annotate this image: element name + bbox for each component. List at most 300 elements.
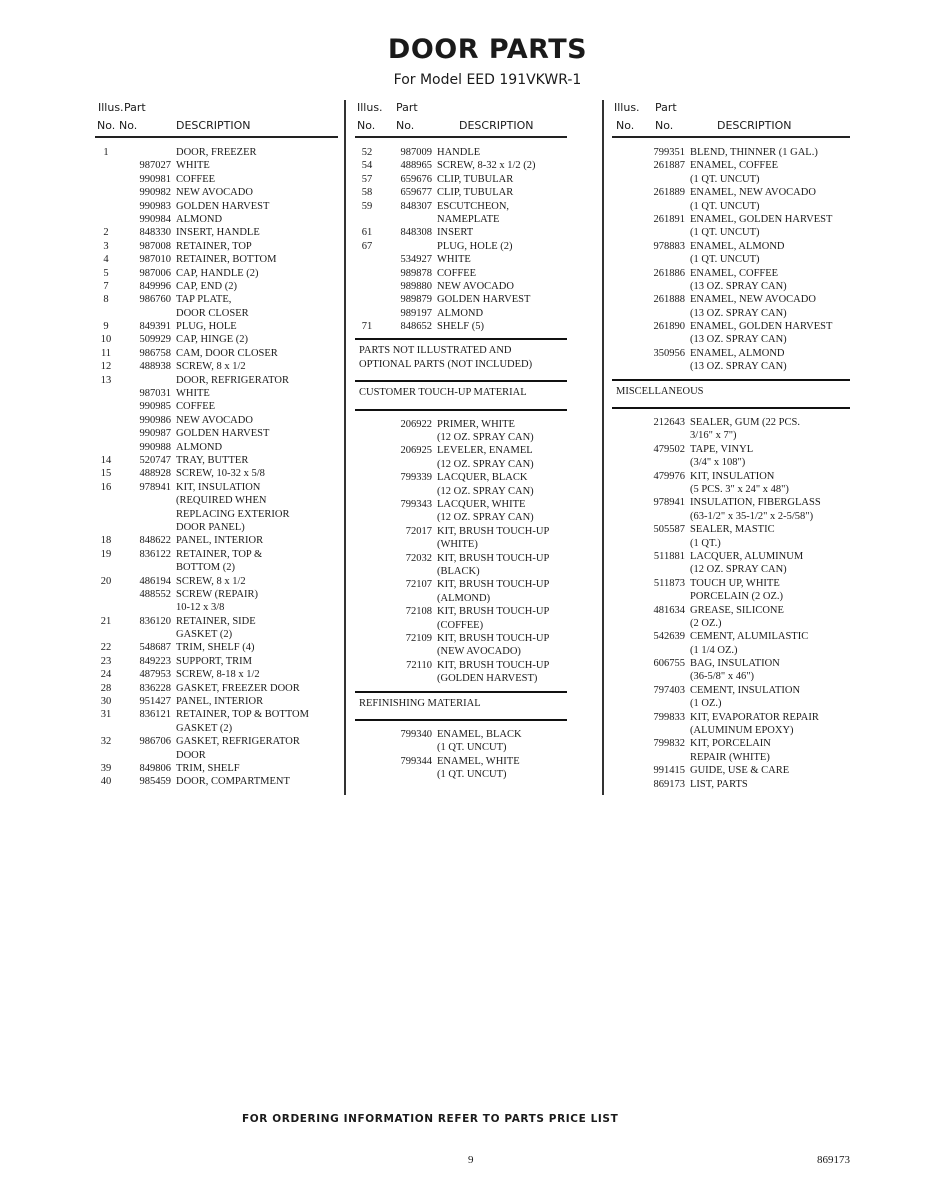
part-number: 797403 [653,684,685,696]
part-number: 206925 [400,445,432,457]
part-description: SUPPORT, TRIM [176,655,253,667]
part-description: BLEND, THINNER (1 GAL.) [690,147,818,158]
part-number [632,173,685,186]
model-subtitle: For Model EED 191VKWR-1 [393,72,582,88]
illus-number [95,588,117,601]
illus-number [95,749,117,762]
illus-number [355,768,379,781]
table-row [612,470,850,483]
part-description: COFFEE [176,173,216,185]
table-row [355,511,567,524]
table-row [612,173,850,186]
illus-number: 59 [361,200,373,212]
illus-number [612,240,632,253]
illus-number: 20 [100,575,112,587]
part-number: 985459 [139,776,171,788]
parts-column-1 [95,100,338,789]
part-number: 849391 [139,321,171,333]
illus-number [612,470,632,483]
table-row [95,548,338,561]
part-number: 836121 [139,709,171,721]
illus-number: 52 [361,147,373,158]
part-description: SCREW, 8-32 x 1/2 (2) [437,160,536,172]
illus-number: 11 [100,347,112,359]
column-divider [602,100,604,795]
illus-number [612,267,632,280]
part-number: 978941 [653,497,685,509]
illus-number [612,159,632,172]
part-description: (1 QT. UNCUT) [690,227,760,239]
part-no-label: No. [396,119,415,132]
illus-number [95,427,117,440]
part-description: GUIDE, USE & CARE [690,765,790,777]
illus-number [612,496,632,509]
part-description: KIT, BRUSH TOUCH-UP [437,525,550,537]
part-description: SCREW (REPAIR) [176,588,258,600]
illus-number [355,280,379,293]
column-header [355,100,567,140]
part-description: (12 OZ. SPRAY CAN) [437,512,534,524]
parts-rows [95,146,338,789]
part-number: 520747 [139,454,171,466]
illus-number [355,755,379,768]
table-row [355,619,567,632]
table-row [612,280,850,293]
table-row [355,565,567,578]
table-row [355,307,567,320]
section-heading [355,340,567,375]
illus-number [355,293,379,306]
header-rule [612,136,850,138]
table-row [355,471,567,484]
part-number [632,670,685,683]
illus-no-label: No. [97,119,116,132]
part-number [117,374,171,387]
part-number [632,483,685,496]
illus-number [355,672,379,685]
part-number: 986760 [139,294,171,306]
part-number: 978941 [139,481,171,493]
illus-number [612,307,632,320]
document-number: 869173 [817,1154,850,1166]
illus-number: 4 [103,254,109,266]
part-description: GASKET, FREEZER DOOR [176,682,300,694]
illus-number: 15 [100,468,112,480]
part-number: 951427 [139,696,171,708]
part-description: (3/4" x 108") [690,457,746,469]
part-number: 72017 [405,525,432,537]
illus-number [612,644,632,657]
part-description: TRAY, BUTTER [176,454,249,466]
part-number: 488928 [139,468,171,480]
part-number: 836122 [139,548,171,560]
table-row [95,427,338,440]
table-row [95,722,338,735]
part-number: 990987 [139,428,171,440]
part-description: (NEW AVOCADO) [437,646,521,658]
section-rule [612,407,850,409]
illus-number [612,751,632,764]
part-number: 799351 [653,147,685,158]
illus-number: 7 [103,280,109,292]
part-number: 212643 [653,417,685,429]
part-description: PORCELAIN (2 OZ.) [690,591,784,603]
part-number: 799339 [400,472,432,484]
part-description: NEW AVOCADO [176,187,253,199]
part-number: 989197 [400,307,432,319]
part-number [632,724,685,737]
page-title: DOOR PARTS [387,34,588,65]
illus-number [612,630,632,643]
illus-number [612,347,632,360]
part-description: (13 OZ. SPRAY CAN) [690,307,787,319]
page-number: 9 [468,1154,474,1166]
table-row [95,414,338,427]
part-description: (13 OZ. SPRAY CAN) [690,361,787,373]
part-description: LACQUER, WHITE [437,499,526,511]
table-row [95,400,338,413]
table-row [612,778,850,791]
illus-number [612,697,632,710]
table-row [355,672,567,685]
illus-number [612,186,632,199]
part-number: 799832 [653,738,685,750]
part-number: 987027 [139,160,171,172]
illus-number [612,523,632,536]
part-number: 72110 [406,659,432,671]
part-description: 10-12 x 3/8 [176,602,225,614]
part-description: RETAINER, TOP [176,240,252,252]
illus-number [612,670,632,683]
table-row [612,670,850,683]
table-row [355,592,567,605]
table-row [612,563,850,576]
part-description: GOLDEN HARVEST [176,428,270,440]
part-number [117,508,171,521]
part-number [632,590,685,603]
table-row [95,173,338,186]
illus-number: 5 [103,267,109,279]
part-description: SCREW, 8 x 1/2 [176,575,246,587]
illus-number [95,414,117,427]
illus-number [355,619,379,632]
illus-number [612,333,632,346]
part-number: 486194 [139,575,171,587]
illus-number: 9 [103,321,109,333]
table-row [612,186,850,199]
part-number [379,565,432,578]
table-row [95,280,338,293]
part-description: CAP, HINGE (2) [176,334,249,346]
table-row [355,159,567,172]
table-row [95,588,338,601]
description-label: DESCRIPTION [459,119,534,132]
part-description: ENAMEL, GOLDEN HARVEST [690,213,833,225]
table-row [612,429,850,442]
part-description: ALMOND [176,213,223,225]
part-number: 849223 [139,655,171,667]
part-description: KIT, BRUSH TOUCH-UP [437,632,550,644]
illus-number [355,307,379,320]
illus-number [612,173,632,186]
illus-number: 31 [100,709,112,721]
part-description: KIT, INSULATION [690,470,775,482]
part-number: 799833 [653,711,685,723]
part-description: RETAINER, BOTTOM [176,254,277,266]
illus-label: Illus. [98,101,124,114]
part-number: 986758 [139,347,171,359]
table-row [95,668,338,681]
part-number: 534927 [400,254,432,266]
part-number [379,431,432,444]
parts-column-2 [355,100,567,781]
part-description: PLUG, HOLE (2) [437,240,513,252]
parts-list [95,140,338,789]
part-number [632,617,685,630]
part-description: INSERT [437,227,474,239]
illus-number [95,441,117,454]
part-number: 987031 [139,388,171,400]
part-description: DOOR PANEL) [176,521,245,533]
part-number [632,429,685,442]
illus-number: 32 [100,736,112,748]
part-description: LACQUER, ALUMINUM [690,550,804,562]
illus-number [612,657,632,670]
illus-number [612,293,632,306]
table-row [95,333,338,346]
part-number [632,307,685,320]
part-description: (2 OZ.) [690,617,722,629]
parts-rows [355,728,567,782]
part-number: 481634 [653,604,685,616]
section-heading-line: PARTS NOT ILLUSTRATED AND [359,345,512,357]
part-description: PLUG, HOLE [176,321,237,333]
section-heading-line: OPTIONAL PARTS (NOT INCLUDED) [359,358,533,370]
part-description: (63-1/2" x 35-1/2" x 2-5/58") [690,510,814,522]
part-description: (1 1/4 OZ.) [690,644,738,656]
part-description: (ALUMINUM EPOXY) [690,725,794,737]
section-heading [355,693,567,714]
illus-number [355,525,379,538]
illus-number: 30 [100,696,112,708]
table-row [95,521,338,534]
part-description: ENAMEL, BLACK [437,728,522,740]
table-row [612,711,850,724]
part-description: KIT, INSULATION [176,481,261,493]
part-description: TRIM, SHELF (4) [176,642,255,654]
illus-number: 57 [361,173,373,185]
part-number: 836228 [139,682,171,694]
table-row [355,226,567,239]
table-row [95,454,338,467]
parts-rows [355,418,567,686]
part-number: 261888 [653,294,685,306]
illus-number [355,498,379,511]
table-row [95,441,338,454]
part-number: 479976 [653,470,685,482]
table-row [355,755,567,768]
illus-number [612,443,632,456]
part-description: (ALMOND) [437,592,491,604]
table-row [355,213,567,226]
part-number: 986706 [139,736,171,748]
illus-number: 28 [100,682,112,694]
part-description: DOOR [176,749,206,761]
part-number: 206922 [400,418,432,430]
part-description: ENAMEL, ALMOND [690,240,785,252]
part-description: INSERT, HANDLE [176,227,260,239]
part-number: 488938 [139,361,171,373]
part-number: 542639 [653,631,685,643]
part-number: 511873 [653,577,685,589]
illus-number [355,592,379,605]
table-row [612,443,850,456]
part-description: BAG, INSULATION [690,658,780,670]
part-number [632,697,685,710]
table-row [612,146,850,159]
table-row [95,561,338,574]
table-row [355,632,567,645]
table-row [95,159,338,172]
part-description: CEMENT, ALUMILASTIC [690,631,809,643]
illus-number [95,159,117,172]
part-description: COFFEE [437,267,477,279]
part-description: ENAMEL, NEW AVOCADO [690,294,816,306]
section-heading-line: REFINISHING MATERIAL [359,697,481,709]
illus-number [355,728,379,741]
illus-number [612,280,632,293]
table-row [95,200,338,213]
illus-number [612,483,632,496]
table-row [95,186,338,199]
part-description: NAMEPLATE [437,213,500,225]
table-row [95,708,338,721]
table-row [612,684,850,697]
part-description: RETAINER, TOP & BOTTOM [176,709,309,721]
part-description: CEMENT, INSULATION [690,684,801,696]
parts-list [612,140,850,791]
table-row [95,213,338,226]
illus-number [95,628,117,641]
table-row [355,320,567,333]
table-row [355,552,567,565]
table-row [612,724,850,737]
part-description: TAPE, VINYL [690,443,754,455]
part-description: REPAIR (WHITE) [690,751,770,763]
part-description: KIT, BRUSH TOUCH-UP [437,659,550,671]
illus-number [612,320,632,333]
table-row [612,537,850,550]
part-description: ALMOND [437,307,484,319]
part-description: SCREW, 8-18 x 1/2 [176,669,260,681]
part-number [379,645,432,658]
table-row [612,360,850,373]
table-row [95,575,338,588]
part-description: SHELF (5) [437,321,484,333]
table-row [95,240,338,253]
illus-number [355,418,379,431]
part-number: 848308 [400,227,432,239]
part-number [379,592,432,605]
parts-rows [355,146,567,333]
part-description: PANEL, INTERIOR [176,535,264,547]
table-row [612,697,850,710]
column-divider [344,100,346,795]
part-number [379,458,432,471]
table-row [355,645,567,658]
table-row [95,508,338,521]
part-number [632,537,685,550]
illus-number [355,552,379,565]
table-row [612,267,850,280]
part-description: TAP PLATE, [176,294,232,306]
parts-list [355,140,567,781]
part-number [632,456,685,469]
part-description: WHITE [176,160,210,172]
table-row [355,458,567,471]
part-description: (WHITE) [437,539,478,551]
part-description: SCREW, 10-32 x 5/8 [176,468,265,480]
table-row [612,483,850,496]
illus-number: 19 [100,548,112,560]
table-row [612,347,850,360]
illus-number [95,200,117,213]
part-description: (COFFEE) [437,619,484,631]
illus-number: 2 [103,227,109,239]
table-row [355,418,567,431]
illus-number: 54 [361,160,373,172]
part-number [632,360,685,373]
illus-number: 58 [361,187,373,199]
part-number: 509929 [139,334,171,346]
illus-number [355,458,379,471]
part-number [632,751,685,764]
table-row [612,751,850,764]
part-description: LACQUER, BLACK [437,472,528,484]
table-row [95,347,338,360]
section-rule [355,719,567,721]
table-row [612,200,850,213]
part-number: 848330 [139,227,171,239]
part-description: (12 OZ. SPRAY CAN) [437,485,534,497]
table-row [95,253,338,266]
illus-number [612,510,632,523]
table-row [612,496,850,509]
part-description: TOUCH UP, WHITE [690,577,780,589]
part-number [632,563,685,576]
table-row [612,764,850,777]
part-number: 848622 [139,535,171,547]
table-row [95,320,338,333]
part-number: 261886 [653,267,685,279]
illus-number [355,485,379,498]
part-description: ENAMEL, WHITE [437,755,520,767]
table-row [612,416,850,429]
illus-number [612,604,632,617]
part-description: RETAINER, SIDE [176,615,256,627]
table-row [612,617,850,630]
table-row [355,173,567,186]
part-number: 799344 [400,755,432,767]
part-number: 659676 [400,173,432,185]
illus-no-label: No. [616,119,635,132]
part-number: 261889 [653,187,685,199]
header-rule [95,136,338,138]
part-number [379,240,432,253]
table-row [95,534,338,547]
part-number: 548687 [139,642,171,654]
illus-number [95,722,117,735]
